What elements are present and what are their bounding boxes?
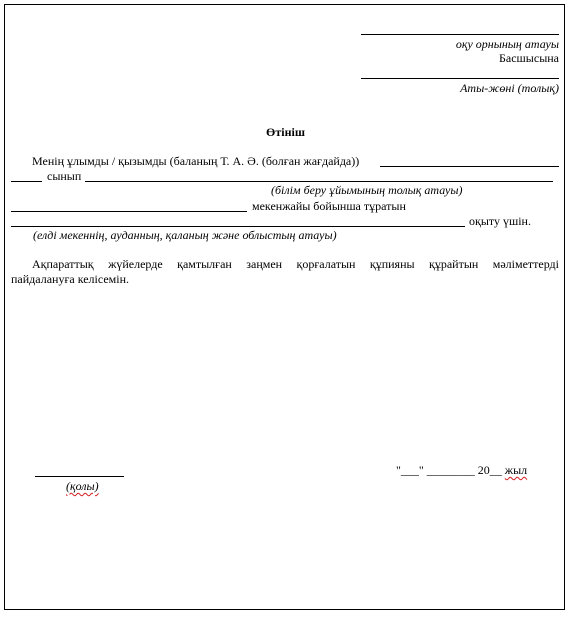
address-label: мекенжайы бойынша тұратын [252,199,406,213]
address-line [11,211,247,212]
school-line [85,181,553,182]
page-title: Өтініш [266,125,305,139]
date-field [396,463,527,477]
date-placeholder: "___" ________ 20__ [396,463,502,477]
year-word: жыл [504,463,528,477]
locality-caption: (елді мекеннің, ауданның, қаланың және облыстың атауы) [33,228,337,242]
addressee-label: Басшысына [499,51,559,65]
name-line [361,78,559,79]
study-label: оқыту үшін. [469,214,531,228]
consent-text-line2: пайдалануға келісемін. [11,272,130,286]
name-caption: Аты-жөні (толық) [460,81,559,95]
consent-text-line1: Ақпараттық жүйелерде қамтылған заңмен қорғалатын құпияны құрайтын мәліметтерді [32,257,559,271]
class-number-line [11,181,42,182]
class-label: сынып [47,169,82,183]
child-name-line [380,166,559,167]
institution-line [361,34,559,35]
signature-line [35,476,124,477]
signature-caption: (қолы) [66,479,99,493]
school-caption: (білім беру ұйымының толық атауы) [271,183,463,197]
locality-line [11,226,465,227]
child-name-label: Менің ұлымды / қызымды (баланың Т. А. Ә. (болған жағдайда)) [32,154,360,168]
institution-caption: оқу орнының атауы [455,37,559,51]
